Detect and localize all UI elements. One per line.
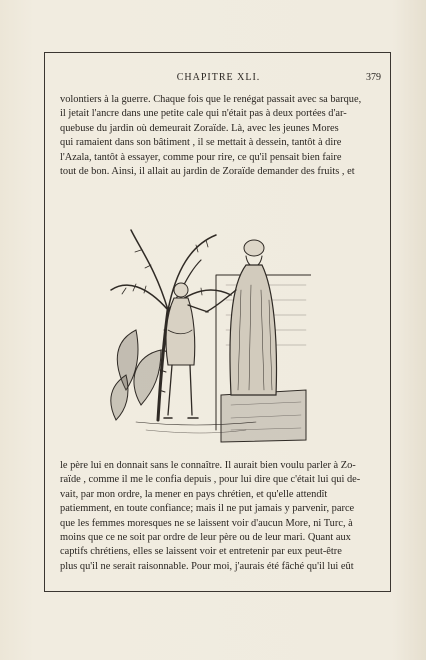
running-header [56, 72, 381, 88]
paragraph-top [60, 93, 378, 179]
text-line: moins que ce ne soit par ordre de leur père ou de leur mari. Quant aux [60, 532, 351, 544]
text-line: que les femmes moresques ne se laissent voir d'aucun More, ni Turc, à [60, 517, 353, 529]
text-line: qui ramaient dans son bâtiment , il se mettait à dessein, tantôt à dire [60, 137, 342, 149]
text-line: il jetait l'ancre dans une petite cale qui n'était pas à deux portées d'ar- [60, 108, 347, 120]
text-line: quebuse du jardin où demeurait Zoraïde. Là, avec les jeunes Mores [60, 122, 339, 134]
page-number: 379 [366, 72, 381, 83]
text-line: patiemment, en toute confiance; mais il ne put jamais y parvenir, parce [60, 503, 355, 515]
text-line: vait, par mon ordre, la mener en pays chrétien, et qu'elle attendît [60, 488, 328, 500]
text-line: le père lui en donnait sans le connaître. Il aurait bien voulu parler à Zo- [60, 460, 356, 471]
engraving-illustration [106, 190, 311, 452]
text-line: captifs chrétiens, elles se laissent voir et entretenir par eux peut-être [60, 546, 342, 558]
text-line: raïde , comme il me le confia depuis , pour lui dire que c'était lui qui de- [60, 474, 361, 486]
text-line: volontiers à la guerre. Chaque fois que le renégat passait avec sa barque, [60, 94, 362, 105]
text-line: plus qu'il ne serait raisonnable. Pour moi, j'aurais été fâché qu'il lui eût [60, 560, 354, 572]
text-line: l'Azala, tantôt à essayer, comme pour rire, ce qu'il pensait bien faire [60, 151, 342, 163]
chapter-title: CHAPITRE XLI. [176, 72, 261, 83]
paragraph-bottom [60, 459, 378, 574]
text-line: tout de bon. Ainsi, il allait au jardin de Zoraïde demander des fruits , et [60, 166, 355, 178]
